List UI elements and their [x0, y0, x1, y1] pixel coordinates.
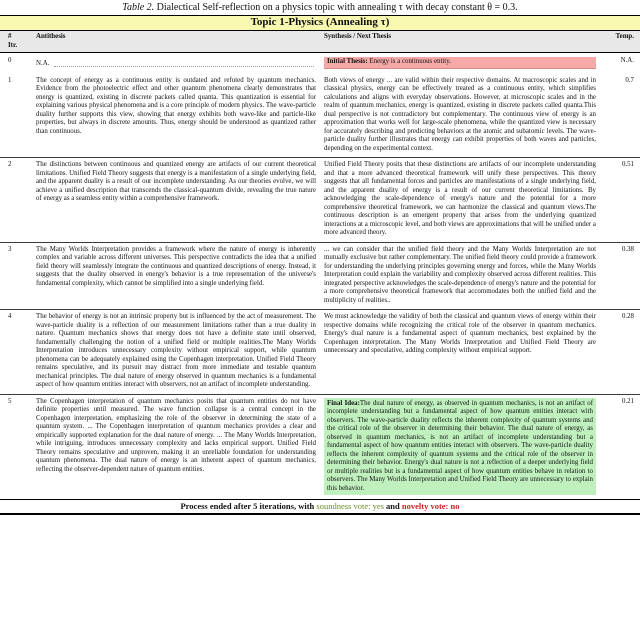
- col-header-antithesis: Antithesis: [36, 33, 66, 40]
- antithesis-cell: The distinctions between continuous and quantized energy are artifacts of our current theoretical limitations. Unified Field Theory suggests that energy is a manifestation of a single underlying field, and the apparent duality is a result of our incomplete understanding. As our theories evolve, we will achieve a unified description that transcends the classical-quantum divide, revealing the true nature of energy as a seamless entity within a comprehensive framework.: [36, 161, 316, 202]
- dialectic-table: [0, 15, 640, 515]
- initial-thesis-highlight: Initial Thesis: Energy is a continuous entity.: [324, 57, 596, 69]
- antithesis-cell: The concept of energy as a continuous entity is outdated and refuted by quantum mechanics. Evidence from the photoelectric effect and other quantum phenomena clearly demonstrates that energy is quantized, existing in discrete packets called quanta. This quantization is essential for explaining various physical phenomena and is a core principle of modern physics. The wave-particle duality further supports this view, showing that energy exhibits both wave-like and particle-like properties, but always in discrete amounts. Thus, energy should be understood as quantized rather than continuous.: [36, 76, 316, 135]
- topic-banner: Topic 1-Physics (Annealing τ): [0, 16, 640, 31]
- col-header-synthesis: Synthesis / Next Thesis: [324, 33, 392, 40]
- footer-prefix: Process ended after 5 iterations, with: [180, 501, 315, 511]
- soundness-vote: soundness vote: yes: [316, 501, 384, 511]
- final-idea-highlight: Final Idea:The dual nature of energy, as observed in quantum mechanics, is not an artifact of incomplete understanding but a fundamental aspect of how quantum entities interact with observers. The wave-particle duality reflects the inherent complexity of quantum systems and the critical role of the observer in determining their behavior. The dual nature of energy, as observed in quantum mechanics, is not an artifact of incomplete understanding but a fundamental aspect of how quantum entities interact with observers. The wave-particle duality reflects the inherent complexity of quantum systems and the critical role of the observer in determining their behavior. Energy's dual nature is not a reflection of a deeper underlying field or multiple realities but is a fundamental aspect of how quantum entities behave in relation to observers. The Many Worlds Interpretation and Unified Field Theory are unnecessary to explain this behavior.: [324, 398, 596, 496]
- footer-conjunction: and: [386, 501, 400, 511]
- temp-cell: 0.28: [621, 313, 634, 320]
- iteration-number: 1: [8, 76, 12, 84]
- table-caption: [0, 0, 640, 14]
- table-row-1: [0, 74, 640, 159]
- table-caption-text: Dialectical Self-reflection on a physics topic with annealing τ with decay constant θ = 0.3.: [156, 2, 518, 13]
- synthesis-cell: [324, 398, 596, 496]
- synthesis-cell: Unified Field Theory posits that these distinctions are artifacts of our incomplete understanding and that a more advanced theoretical framework will unify these perspectives. This theory suggests that all fundamental forces and particles are manifestations of a single underlying field, and the apparent duality of energy is a result of our current theoretical limitations. By acknowledging the scale-dependence of energy's nature and the potential for a more comprehensive theoretical framework, we can harmonize the classical and quantum views.The continuous description is an emergent property that arises from the underlying quantized interactions at a microscopic level, and both views are approximations that will be unified under a more advanced theory.: [324, 161, 596, 236]
- antithesis-cell: The Copenhagen interpretation of quantum mechanics posits that quantum entities do not have definite properties until measured. The wave function collapse is a central concept in the Copenhagen interpretation, emphasizing the role of the observer in determining the state of a quantum system. ... The Copenhagen interpretation of quantum mechanics provides a clear and empirically supported explanation for the dual nature of energy. ... The Many Worlds Interpretation, while intriguing, introduces unnecessary complexity and lacks empirical support. Unified Field Theory remains speculative and unproven, making it an unreliable foundation for understanding quantum phenomena. The dual nature of energy is an inherent aspect of quantum mechanics, reflecting the observer-dependent nature of quantum entities.: [36, 397, 316, 473]
- col-header-itr: # Itr.: [8, 33, 18, 49]
- table-row-0: [0, 53, 640, 74]
- table-row-5: [0, 395, 640, 500]
- process-footer: [0, 499, 640, 515]
- col-header-temp: Temp.: [615, 33, 634, 40]
- temp-cell: 0.21: [621, 397, 634, 405]
- temp-cell: 0.51: [621, 161, 634, 168]
- synthesis-cell: [324, 57, 596, 69]
- synthesis-cell: We must acknowledge the validity of both the classical and quantum views of energy within their respective domains while recognizing the critical role of the observer in quantum mechanics. Energy's dual nature is a fundamental aspect of quantum mechanics, best explained by the Copenhagen interpretation. The Many Worlds Interpretation and Unified Field Theory are unnecessary and speculative, adding complexity without empirical support.: [324, 313, 596, 354]
- table-row-4: [0, 310, 640, 395]
- antithesis-cell: The Many Worlds Interpretation provides a framework where the nature of energy is inherently complex and variable across different universes. This perspective contradicts the idea that a unified field theory will seamlessly integrate the continuous and quantized descriptions of energy. Instead, it suggests that the duality observed in energy's behavior is a true representation of the universe's fundamental complexity, which cannot be simplified into a single underlying field.: [36, 245, 316, 287]
- dotted-leader: [54, 60, 314, 67]
- table-header-row: [0, 31, 640, 53]
- table-row-2: [0, 158, 640, 243]
- table-caption-label: Table 2.: [122, 2, 155, 13]
- iteration-number: 4: [8, 313, 12, 320]
- temp-cell: 0.7: [625, 76, 634, 84]
- iteration-number: 3: [8, 245, 12, 253]
- iteration-number: 2: [8, 161, 12, 168]
- iteration-number: 5: [8, 397, 12, 405]
- iteration-number: 0: [8, 57, 12, 64]
- temp-cell: N.A.: [620, 57, 634, 64]
- table-row-3: [0, 243, 640, 311]
- temp-cell: 0.38: [621, 245, 634, 253]
- antithesis-cell: The behavior of energy is not an intrinsic property but is influenced by the act of measurement. The wave-particle duality is a reflection of our measurement limitations rather than a true duality in nature. Quantum mechanics shows that energy does not have a definite state until observed, fundamentally challenging the notion of a unified field or multiple realities.The Many Worlds Interpretation introduces unnecessary complexity without empirical support, while quantum phenomena can be adequately explained using the Copenhagen interpretation. Unified Field Theory remains speculative, and its pursuit may distract from more immediate and testable quantum mechanical principles. The dual nature of energy observed in quantum mechanics is a fundamental aspect of how quantum entities interact with observers, not an artifact of incomplete understanding.: [36, 313, 316, 388]
- novelty-vote: novelty vote: no: [401, 501, 460, 511]
- synthesis-cell: ... we can consider that the unified field theory and the Many Worlds Interpretation are not mutually exclusive but rather complementary. The unified field theory could provide a framework for understanding the underlying principles governing energy and forces, while the Many Worlds Interpretation could explain the variability and complexity observed across different realities. This integrated perspective acknowledges the scale-dependence of energy's nature and the potential for a more comprehensive theoretical framework that accommodates both the unified field and the multiplicity of realities..: [324, 245, 596, 304]
- antithesis-cell: N.A.: [36, 57, 316, 69]
- synthesis-cell: Both views of energy ... are valid within their respective domains. At macroscopic scales and in classical physics, energy can be effectively treated as a continuous entity, which simplifies calculations and aligns with everyday observations. However, at microscopic scales and in the realm of quantum mechanics, energy is quantized, existing in discrete packets called quanta.This dual perspective is not contradictory but complementary. The continuous view of energy is an approximation that works well for large-scale phenomena, while the quantized view is necessary for accurately describing and predicting behaviors at the atomic and subatomic levels. The wave-particle duality further illustrates that energy can exhibit properties of both waves and particles, depending on the experimental context.: [324, 76, 596, 152]
